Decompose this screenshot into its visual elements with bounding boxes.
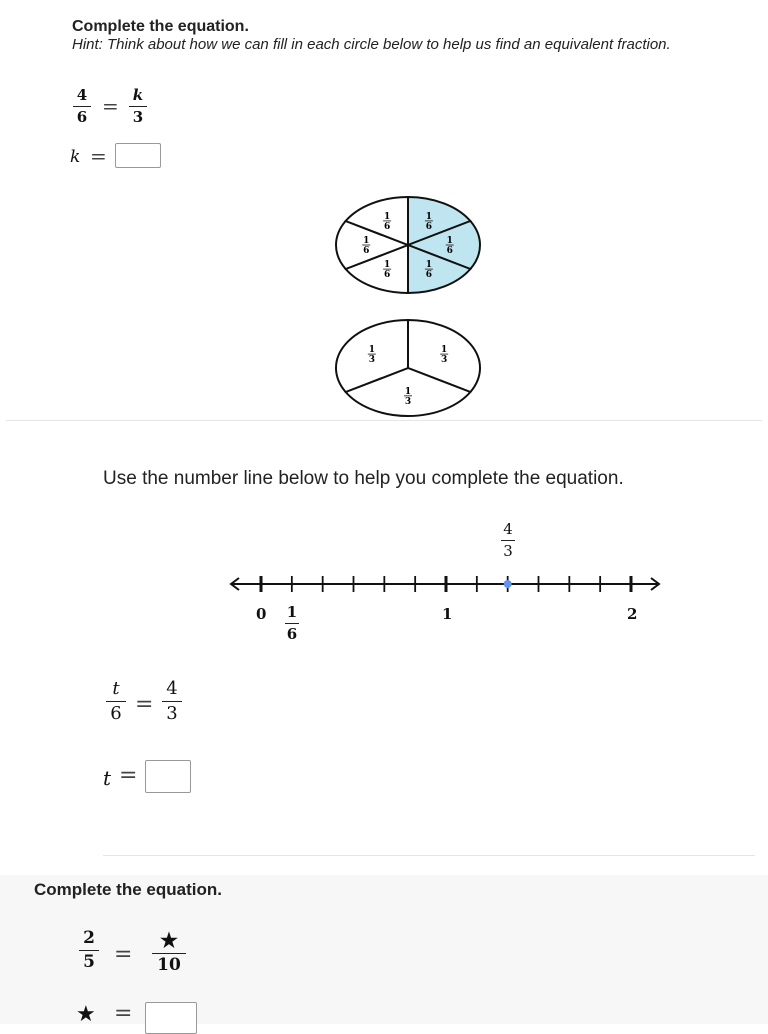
section2-title: Use the number line below to help you complete the equation. [103, 468, 624, 489]
lhs-denominator: 5 [83, 952, 95, 972]
equals-sign: = [114, 942, 133, 967]
tick-label-sixth [282, 605, 302, 642]
tick-label-one: 1 [442, 605, 453, 623]
section3-lhs-fraction [78, 930, 100, 971]
equals-sign: = [114, 1001, 133, 1026]
section1-hint: Hint: Think about how we can fill in each circle below to help us find an equivalent fraction. [72, 36, 671, 53]
section1-title: Complete the equation. [72, 18, 249, 35]
svg-text:1: 1 [425, 211, 433, 222]
section3-title: Complete the equation. [34, 880, 222, 899]
answer-variable: t [103, 766, 112, 790]
svg-text:6: 6 [383, 221, 391, 232]
sixth-numerator: 1 [286, 603, 298, 621]
lhs-numerator: 2 [83, 928, 95, 948]
slice-fraction-label [425, 260, 433, 280]
svg-text:1: 1 [383, 211, 391, 222]
equals-sign: = [90, 144, 107, 168]
section-divider [103, 855, 755, 856]
lhs-numerator: 4 [76, 86, 88, 104]
section2-lhs-fraction [104, 680, 128, 723]
rhs-denominator: 10 [157, 955, 181, 975]
svg-text:1: 1 [404, 386, 412, 397]
svg-text:3: 3 [404, 396, 412, 407]
equals-sign: = [119, 763, 138, 788]
svg-text:6: 6 [383, 270, 391, 281]
section3-rhs-fraction [150, 930, 188, 974]
rhs-denominator: 3 [166, 703, 178, 724]
svg-text:1: 1 [383, 260, 391, 271]
svg-text:6: 6 [425, 270, 433, 281]
rhs-numerator: k [132, 86, 144, 104]
star-icon: ★ [76, 1002, 96, 1027]
equals-sign: = [135, 692, 154, 717]
section-divider [6, 420, 762, 421]
svg-text:6: 6 [363, 246, 370, 256]
slice-fraction-label [446, 236, 454, 256]
number-line [225, 568, 665, 600]
marker-numerator: 4 [503, 520, 513, 538]
svg-text:6: 6 [446, 246, 453, 256]
sixth-denominator: 6 [286, 625, 298, 643]
marker-denominator: 3 [503, 542, 513, 560]
slice-fraction-label [368, 345, 376, 365]
slice-fraction-label [383, 260, 391, 280]
svg-text:3: 3 [368, 355, 375, 366]
lhs-numerator: t [112, 678, 120, 699]
svg-text:1: 1 [446, 236, 453, 246]
lhs-denominator: 6 [110, 703, 122, 724]
section1-rhs-fraction [128, 88, 148, 125]
svg-text:3: 3 [441, 355, 448, 366]
rhs-denominator: 3 [132, 108, 144, 126]
svg-text:1: 1 [425, 260, 433, 271]
svg-text:1: 1 [363, 236, 370, 246]
slice-fraction-label [425, 212, 433, 232]
equals-sign: = [102, 94, 119, 118]
svg-text:1: 1 [441, 345, 448, 356]
slice-fraction-label [383, 212, 391, 232]
lhs-denominator: 6 [76, 108, 88, 126]
sixths-circle [332, 193, 484, 297]
slice-fraction-label [440, 345, 448, 365]
tick-label-two: 2 [627, 605, 638, 623]
answer-input-t[interactable] [145, 760, 191, 793]
slice-fraction-label [362, 236, 370, 256]
marker-label [498, 522, 518, 559]
section2-rhs-fraction [160, 680, 184, 723]
rhs-numerator: 4 [166, 678, 178, 699]
star-icon: ★ [160, 928, 178, 952]
thirds-circle [332, 316, 484, 420]
answer-input-star[interactable] [145, 1002, 197, 1034]
answer-variable: k [70, 147, 81, 167]
number-line-marker [504, 580, 512, 588]
svg-text:6: 6 [425, 221, 433, 232]
section1-lhs-fraction [72, 88, 92, 125]
answer-input-k[interactable] [115, 143, 161, 168]
tick-label-zero: 0 [256, 605, 267, 623]
slice-fraction-label [404, 387, 412, 407]
svg-text:1: 1 [368, 345, 375, 356]
